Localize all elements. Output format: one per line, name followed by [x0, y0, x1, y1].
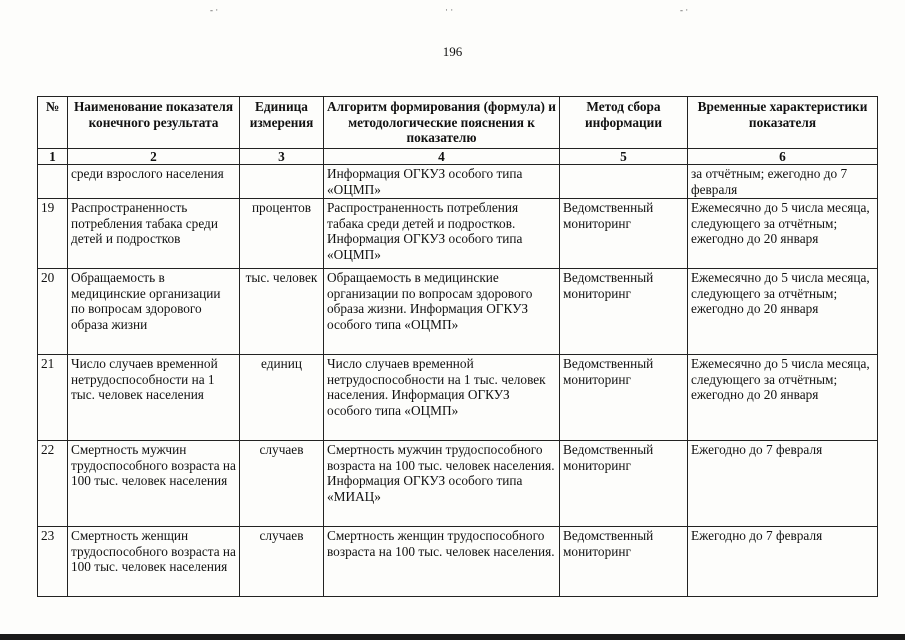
- indicator-unit: тыс. человек: [240, 269, 324, 355]
- indicator-unit: случаев: [240, 527, 324, 597]
- table-row: [38, 269, 878, 355]
- row-number: 20: [38, 269, 68, 355]
- scan-artifact: - ·: [210, 5, 219, 15]
- table-header-row: [38, 97, 878, 149]
- table-row: [38, 527, 878, 597]
- indicator-name: Обращаемость в медицинские организации по вопросам здорового образа жизни: [68, 269, 240, 355]
- column-header-number: №: [38, 97, 68, 149]
- column-number: 4: [324, 148, 560, 165]
- indicator-method: Ведомственный мониторинг: [560, 269, 688, 355]
- indicator-timing: Ежемесячно до 5 числа месяца, следующего за отчётным; ежегодно до 20 января: [688, 199, 878, 269]
- indicator-name: Смертность мужчин трудоспособного возраста на 100 тыс. человек населения: [68, 441, 240, 527]
- column-number: 6: [688, 148, 878, 165]
- indicator-name: среди взрослого населения: [68, 165, 240, 199]
- indicator-timing: Ежегодно до 7 февраля: [688, 527, 878, 597]
- indicator-algorithm: Распространенность потребления табака среди детей и подростков. Информация ОГКУЗ особого типа «ОЦМП»: [324, 199, 560, 269]
- column-header-algorithm: Алгоритм формирования (формула) и методологические пояснения к показателю: [324, 97, 560, 149]
- indicator-method: Ведомственный мониторинг: [560, 355, 688, 441]
- indicator-name: Число случаев временной нетрудоспособности на 1 тыс. человек населения: [68, 355, 240, 441]
- indicator-unit: единиц: [240, 355, 324, 441]
- row-number: [38, 165, 68, 199]
- indicator-unit: случаев: [240, 441, 324, 527]
- table-row: [38, 355, 878, 441]
- column-number: 1: [38, 148, 68, 165]
- indicator-method: [560, 165, 688, 199]
- table-row: [38, 199, 878, 269]
- column-header-timing: Временные характеристики показателя: [688, 97, 878, 149]
- row-number: 21: [38, 355, 68, 441]
- scan-edge: [0, 634, 905, 640]
- page-number: 196: [442, 44, 463, 59]
- column-number: 2: [68, 148, 240, 165]
- indicator-timing: Ежегодно до 7 февраля: [688, 441, 878, 527]
- indicator-method: Ведомственный мониторинг: [560, 441, 688, 527]
- indicator-unit: процентов: [240, 199, 324, 269]
- row-number: 23: [38, 527, 68, 597]
- column-numbers-row: [38, 148, 878, 165]
- column-header-name: Наименование показателя конечного результата: [68, 97, 240, 149]
- column-number: 3: [240, 148, 324, 165]
- indicator-timing: за отчётным; ежегодно до 7 февраля: [688, 165, 878, 199]
- table-row: [38, 441, 878, 527]
- row-number: 22: [38, 441, 68, 527]
- indicator-method: Ведомственный мониторинг: [560, 199, 688, 269]
- indicator-algorithm: Обращаемость в медицинские организации по вопросам здорового образа жизни. Информация ОГКУЗ особого типа «ОЦМП»: [324, 269, 560, 355]
- indicator-method: Ведомственный мониторинг: [560, 527, 688, 597]
- indicator-algorithm: Информация ОГКУЗ особого типа «ОЦМП»: [324, 165, 560, 199]
- indicators-table: [37, 96, 878, 597]
- indicator-algorithm: Смертность мужчин трудоспособного возраста на 100 тыс. человек населения. Информация ОГКУЗ особого типа «МИАЦ»: [324, 441, 560, 527]
- row-number: 19: [38, 199, 68, 269]
- indicator-timing: Ежемесячно до 5 числа месяца, следующего за отчётным; ежегодно до 20 января: [688, 355, 878, 441]
- indicator-name: Распространенность потребления табака среди детей и подростков: [68, 199, 240, 269]
- scan-artifact: · ·: [445, 5, 454, 15]
- scan-artifact: - ·: [680, 5, 689, 15]
- column-header-unit: Единица измерения: [240, 97, 324, 149]
- indicator-algorithm: Смертность женщин трудоспособного возраста на 100 тыс. человек населения.: [324, 527, 560, 597]
- indicator-unit: [240, 165, 324, 199]
- table-row: [38, 165, 878, 199]
- column-header-method: Метод сбора информации: [560, 97, 688, 149]
- column-number: 5: [560, 148, 688, 165]
- indicator-name: Смертность женщин трудоспособного возраста на 100 тыс. человек населения: [68, 527, 240, 597]
- indicator-timing: Ежемесячно до 5 числа месяца, следующего за отчётным; ежегодно до 20 января: [688, 269, 878, 355]
- indicator-algorithm: Число случаев временной нетрудоспособности на 1 тыс. человек населения. Информация ОГКУЗ особого типа «ОЦМП»: [324, 355, 560, 441]
